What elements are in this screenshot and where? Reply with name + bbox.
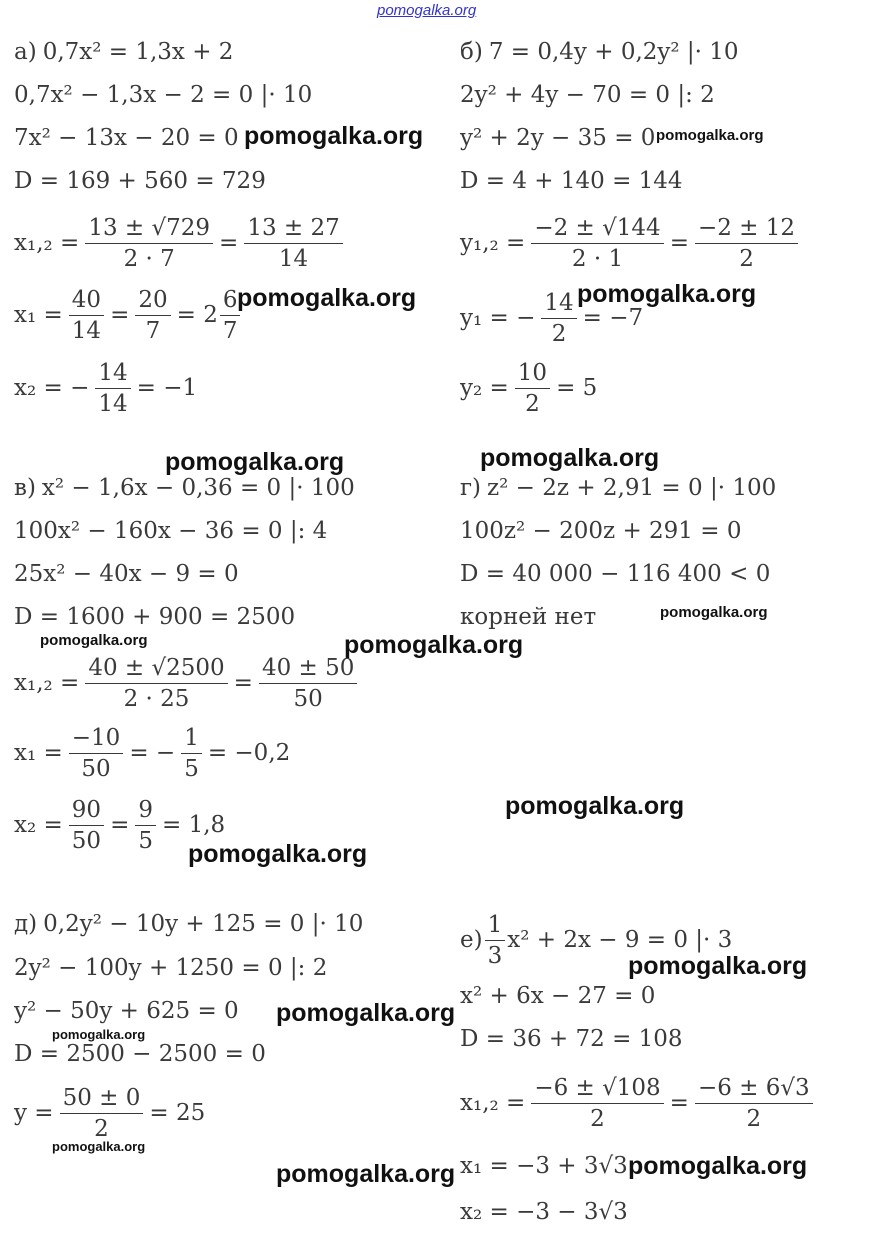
b-root-2-frac-den: 2 (525, 390, 540, 417)
b-label: б) (460, 39, 483, 65)
a-root-1-frac-2-num: 20 (135, 285, 170, 316)
v-roots-label: x₁,₂ = (14, 670, 80, 696)
g-equation: z² − 2z + 2,91 = 0 |· 100 (487, 475, 777, 501)
watermark: pomogalka.org (188, 840, 368, 868)
v-root-1-frac-1-den: 50 (81, 755, 111, 782)
b-fraction-1 (531, 213, 663, 274)
v-line-3: 25x² − 40x − 9 = 0 (14, 561, 239, 587)
a-line-1 (14, 38, 233, 66)
v-root-2-frac-1-den: 50 (71, 827, 102, 854)
watermark: pomogalka.org (165, 448, 345, 476)
watermark: pomogalka.org (276, 1160, 456, 1188)
e-fraction-1-den: 2 (590, 1105, 605, 1132)
v-roots-formula (14, 653, 363, 713)
watermark: pomogalka.org (628, 1152, 808, 1180)
v-root-2-value: = 1,8 (161, 812, 226, 838)
v-equation: x² − 1,6x − 0,36 = 0 |· 100 (41, 475, 355, 501)
watermark: pomogalka.org (52, 1027, 146, 1042)
v-root-1-frac-2-den: 5 (184, 755, 199, 782)
b-line-1 (460, 38, 739, 66)
a-fraction-2-num: 13 ± 27 (244, 213, 342, 244)
a-root-2 (14, 358, 197, 418)
v-root-2-frac-2 (135, 795, 156, 856)
e-equation: x² + 2x − 9 = 0 |· 3 (507, 927, 733, 953)
a-root-1-frac-3-num: 6 (220, 285, 241, 316)
d-line-1 (14, 910, 363, 938)
e-root-2: x₂ = −3 − 3√3 (460, 1199, 628, 1225)
d-equation: 0,2y² − 10y + 125 = 0 |· 10 (43, 911, 364, 937)
v-root-1-frac-1-num: −10 (69, 723, 124, 754)
b-fraction-2-den: 2 (739, 245, 754, 272)
e-fraction-1-num: −6 ± √108 (531, 1073, 663, 1104)
b-equals: = (669, 230, 689, 256)
g-line-3: D = 40 000 − 116 400 < 0 (460, 561, 771, 587)
a-fraction-1-num: 13 ± √729 (85, 213, 213, 244)
b-root-2 (460, 358, 597, 418)
a-root-1-label: x₁ = (14, 302, 63, 328)
v-root-2-frac-2-num: 9 (135, 795, 156, 826)
v-root-2-eq: = (110, 812, 130, 838)
watermark: pomogalka.org (344, 631, 524, 659)
v-fraction-2-num: 40 ± 50 (259, 653, 357, 684)
a-line-4: D = 169 + 560 = 729 (14, 168, 266, 194)
v-root-2-label: x₂ = (14, 812, 63, 838)
v-fraction-1-den: 2 · 25 (123, 685, 190, 712)
watermark: pomogalka.org (480, 444, 660, 472)
b-fraction-2 (695, 213, 798, 274)
header-watermark-link[interactable]: pomogalka.org (377, 2, 477, 19)
d-label: д) (14, 911, 38, 937)
b-root-2-frac (515, 358, 550, 419)
v-root-1 (14, 723, 290, 783)
a-root-1 (14, 285, 246, 345)
e-line-3: D = 36 + 72 = 108 (460, 1026, 683, 1052)
watermark: pomogalka.org (237, 284, 417, 312)
a-root-2-frac-den: 14 (98, 390, 128, 417)
e-roots-formula (460, 1073, 819, 1133)
v-fraction-2 (259, 653, 357, 714)
v-fraction-1 (85, 653, 227, 714)
watermark: pomogalka.org (656, 127, 764, 144)
e-coef-frac (485, 910, 506, 971)
a-root-1-frac-3-den: 7 (222, 317, 238, 344)
e-fraction-2 (695, 1073, 813, 1134)
d-root (14, 1083, 205, 1143)
a-root-2-frac-num: 14 (95, 358, 130, 389)
v-line-2: 100x² − 160x − 36 = 0 |: 4 (14, 518, 328, 544)
e-fraction-1 (531, 1073, 663, 1134)
v-root-1-frac-1 (69, 723, 124, 784)
b-root-2-frac-num: 10 (515, 358, 550, 389)
b-equation: 7 = 0,4y + 0,2y² |· 10 (488, 39, 739, 65)
b-root-2-value: = 5 (556, 375, 598, 401)
b-line-3: y² + 2y − 35 = 0 (460, 125, 656, 151)
a-equals: = (219, 230, 239, 256)
v-root-2-frac-1 (69, 795, 104, 856)
a-root-1-frac-1-num: 40 (69, 285, 104, 316)
v-label: в) (14, 475, 36, 501)
v-line-4: D = 1600 + 900 = 2500 (14, 604, 296, 630)
d-root-label: y = (14, 1100, 54, 1126)
watermark: pomogalka.org (244, 122, 424, 150)
a-roots-formula (14, 213, 349, 273)
b-root-1-label: y₁ = − (460, 305, 536, 331)
e-coef-frac-den: 3 (487, 942, 503, 969)
e-root-1: x₁ = −3 + 3√3 (460, 1153, 628, 1179)
v-root-1-frac-2 (181, 723, 202, 784)
a-root-1-eq: = (110, 302, 130, 328)
a-root-2-frac (95, 358, 130, 419)
a-fraction-2-den: 14 (278, 245, 309, 272)
a-root-1-eq-2: = 2 (176, 302, 218, 328)
b-root-2-label: y₂ = (460, 375, 509, 401)
watermark: pomogalka.org (52, 1139, 146, 1154)
v-root-2-frac-2-den: 5 (138, 827, 153, 854)
watermark: pomogalka.org (505, 792, 685, 820)
v-root-1-eq: = − (129, 740, 176, 766)
a-line-3: 7x² − 13x − 20 = 0 (14, 125, 239, 151)
watermark: pomogalka.org (577, 280, 757, 308)
a-roots-label: x₁,₂ = (14, 230, 80, 256)
a-fraction-1 (85, 213, 213, 274)
b-root-1-frac-den: 2 (551, 320, 567, 347)
d-line-4: D = 2500 − 2500 = 0 (14, 1041, 266, 1067)
a-root-1-frac-1 (69, 285, 104, 346)
b-root-1-frac-num: 14 (541, 288, 576, 319)
b-line-4: D = 4 + 140 = 144 (460, 168, 683, 194)
watermark: pomogalka.org (276, 999, 456, 1027)
e-fraction-2-num: −6 ± 6√3 (695, 1073, 813, 1104)
v-root-1-value: = −0,2 (207, 740, 291, 766)
a-root-1-frac-1-den: 14 (71, 317, 102, 344)
d-line-3: y² − 50y + 625 = 0 (14, 998, 239, 1024)
e-coef-frac-num: 1 (485, 910, 506, 941)
e-label: е) (460, 927, 483, 953)
v-fraction-2-den: 50 (293, 685, 323, 712)
b-fraction-2-num: −2 ± 12 (695, 213, 798, 244)
d-root-frac-den: 2 (94, 1115, 109, 1142)
a-equation: 0,7x² = 1,3x + 2 (42, 39, 234, 65)
e-fraction-2-den: 2 (746, 1105, 762, 1132)
d-root-value: = 25 (149, 1100, 206, 1126)
a-fraction-2 (244, 213, 342, 274)
v-line-1 (14, 474, 355, 502)
b-fraction-1-den: 2 · 1 (571, 245, 624, 272)
e-roots-label: x₁,₂ = (460, 1090, 526, 1116)
d-line-2: 2y² − 100y + 1250 = 0 |: 2 (14, 955, 328, 981)
b-root-1-frac (541, 288, 576, 349)
a-fraction-1-den: 2 · 7 (123, 245, 175, 272)
watermark: pomogalka.org (660, 604, 768, 621)
v-root-1-frac-2-num: 1 (181, 723, 202, 754)
a-root-1-frac-2 (135, 285, 170, 346)
d-root-frac (60, 1083, 144, 1144)
watermark: pomogalka.org (40, 632, 148, 649)
a-label: а) (14, 39, 37, 65)
e-line-2: x² + 6x − 27 = 0 (460, 983, 656, 1009)
g-line-4: корней нет (460, 604, 597, 630)
b-roots-formula (460, 213, 804, 273)
g-line-1 (460, 474, 776, 502)
e-equals: = (669, 1090, 689, 1116)
b-line-2: 2y² + 4y − 70 = 0 |: 2 (460, 82, 715, 108)
d-root-frac-num: 50 ± 0 (60, 1083, 144, 1114)
a-line-2: 0,7x² − 1,3x − 2 = 0 |· 10 (14, 82, 313, 108)
a-root-2-value: = −1 (136, 375, 198, 401)
g-line-2: 100z² − 200z + 291 = 0 (460, 518, 742, 544)
g-label: г) (460, 475, 482, 501)
b-roots-label: y₁,₂ = (460, 230, 526, 256)
a-root-1-frac-2-den: 7 (145, 317, 161, 344)
watermark: pomogalka.org (628, 952, 808, 980)
v-root-1-label: x₁ = (14, 740, 63, 766)
v-root-2-frac-1-num: 90 (69, 795, 104, 826)
b-root-1-value: = −7 (582, 305, 644, 331)
v-fraction-1-num: 40 ± √2500 (85, 653, 227, 684)
a-root-2-label: x₂ = − (14, 375, 90, 401)
b-fraction-1-num: −2 ± √144 (531, 213, 663, 244)
v-equals: = (233, 670, 253, 696)
